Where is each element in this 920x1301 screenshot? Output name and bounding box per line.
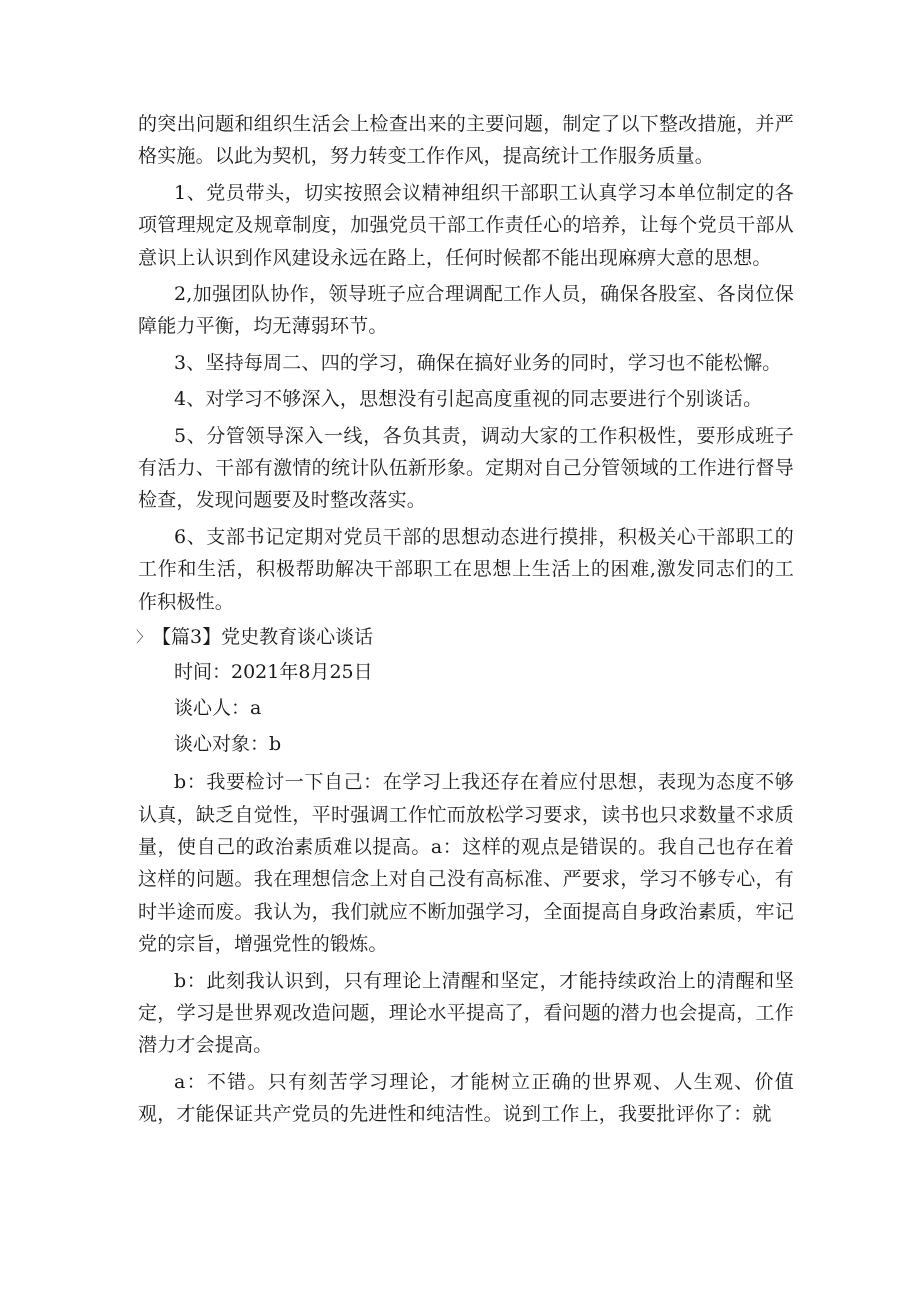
- measure-item-5: 5、分管领导深入一线，各负其责，调动大家的工作积极性，要形成班子有活力、干部有激情的统计队伍新形象。定期对自己分管领域的工作进行督导检查，发现问题要及时整改落实。: [138, 424, 794, 512]
- meeting-talker: 谈心人：a: [174, 697, 262, 720]
- section-heading-title: 【篇3】党史教育谈心谈话: [152, 626, 374, 649]
- measure-item-1: 1、党员带头，切实按照会议精神组织干部职工认真学习本单位制定的各项管理规定及规章制度，加强党员干部工作责任心的培养，让每个党员干部从意识上认识到作风建设永远在路上，任何时候都不能出现麻痹大意的思想。: [138, 181, 794, 269]
- paragraph-continuation: 的突出问题和组织生活会上检查出来的主要问题，制定了以下整改措施，并严格实施。以此为契机，努力转变工作作风，提高统计工作服务质量。: [138, 113, 794, 168]
- dialogue-paragraph: b：我要检讨一下自己：在学习上我还存在着应付思想，表现为态度不够认真，缺乏自觉性，平时强调工作忙而放松学习要求，读书也只求数量不求质量，使自己的政治素质难以提高。a：这样的观点是错误的。我自己也存在着这样的问题。我在理想信念上对自己没有高标准、严要求，学习不够专心，有时半途而废。我认为，我们就应不断加强学习，全面提高自身政治素质，牢记党的宗旨，增强党性的锻炼。: [138, 771, 794, 956]
- section-heading[interactable]: [138, 620, 794, 654]
- dialogue-paragraph: a：不错。只有刻苦学习理论，才能树立正确的世界观、人生观、价值观，才能保证共产党员的先进性和纯洁性。说到工作上，我要批评你了：就: [138, 1070, 794, 1126]
- measure-item-6: 6、支部书记定期对党员干部的思想动态进行摸排，积极关心干部职工的工作和生活，积极帮助解决干部职工在思想上生活上的困难,激发同志们的工作积极性。: [138, 525, 794, 613]
- measure-item-4: 4、对学习不够深入，思想没有引起高度重视的同志要进行个别谈话。: [174, 388, 763, 411]
- chevron-right-icon: 〉: [136, 628, 152, 647]
- measure-item-3: 3、坚持每周二、四的学习，确保在搞好业务的同时，学习也不能松懈。: [174, 351, 782, 374]
- meeting-time: 时间：2021年8月25日: [174, 661, 373, 684]
- dialogue-paragraph: b：此刻我认识到，只有理论上清醒和坚定，才能持续政治上的清醒和坚定，学习是世界观改造问题，理论水平提高了，看问题的潜力也会提高，工作潜力才会提高。: [138, 969, 794, 1057]
- document-body: [138, 108, 794, 1131]
- meeting-target: 谈心对象：b: [174, 733, 282, 756]
- measure-item-2: 2,加强团队协作，领导班子应合理调配工作人员，确保各股室、各岗位保障能力平衡，均无薄弱环节。: [138, 283, 794, 338]
